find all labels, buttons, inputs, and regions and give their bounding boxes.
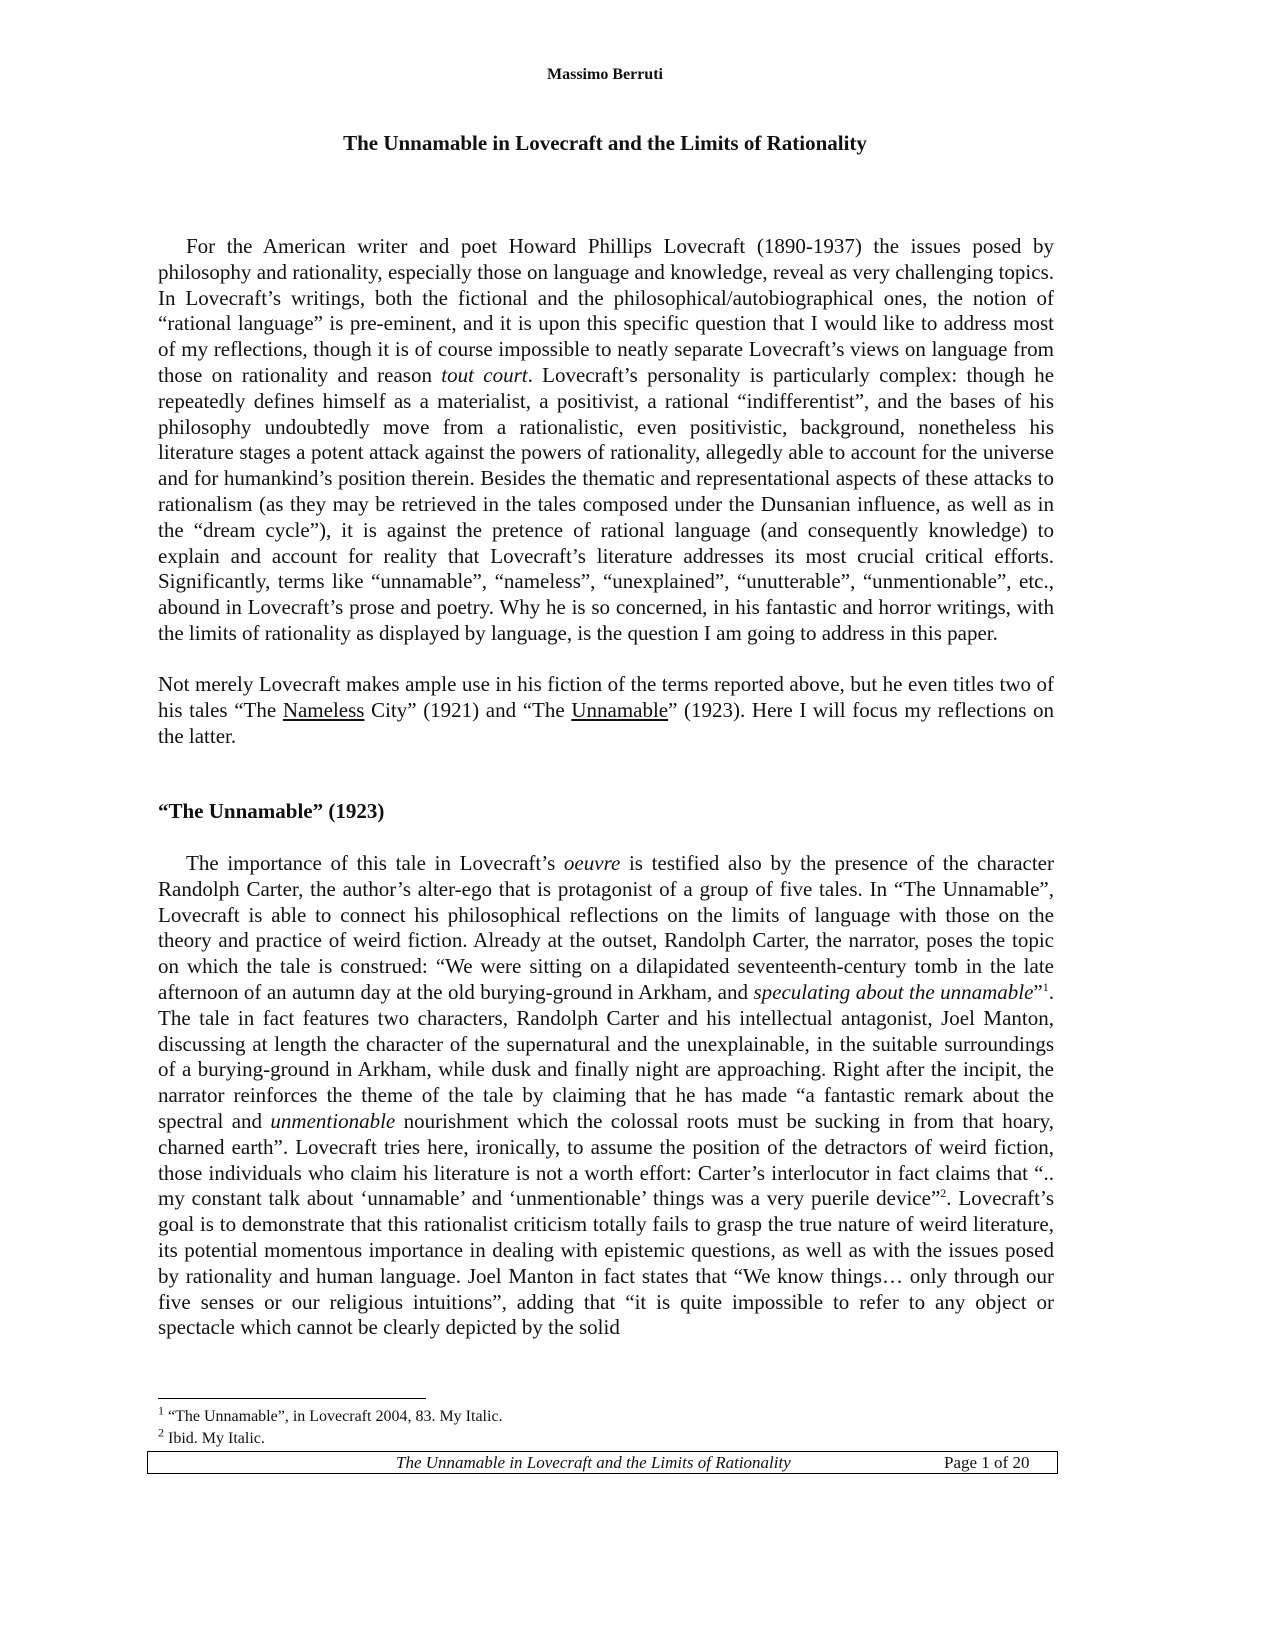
footnote-reference: 1 bbox=[1042, 979, 1049, 994]
underlined-text: Unnamable bbox=[571, 697, 669, 722]
text-run: For the American writer and poet Howard Phillips Lovecraft (1890-1937) the issues posed by philosophy and rationality, especially those on language and knowledge, reveal as very challenging topics. In Lovecraft’s writings, both the fictional and the philosophical/autobiographical ones, the notion of “rational language” is pre-eminent, and it is upon this specific question that I would like to address most of my reflections, though it is of course impossible to neatly separate Lovecraft’s views on language from those on rationality and reason bbox=[158, 234, 1054, 387]
footnote-1 bbox=[158, 1403, 503, 1426]
footnote-2 bbox=[158, 1425, 265, 1448]
paper-title: The Unnamable in Lovecraft and the Limits of Rationality bbox=[343, 131, 867, 155]
text-run: . Lovecraft’s personality is particularly complex: though he repeatedly defines himself as a materialist, a positivist, a rational “indifferentist”, and the bases of his philosophy undoubtedly move from a rationalistic, even positivistic, background, nonetheless his literature stages a potent attack against the powers of rationality, allegedly able to account for the universe and for humankind’s position therein. Besides the thematic and representational aspects of these attacks to rationalism (as they may be retrieved in the tales composed under the Dunsanian influence, as well as in the “dream cycle”), it is against the pretence of rational language (and consequently knowledge) to explain and account for reality that Lovecraft’s literature addresses its most crucial critical efforts. Significantly, terms like “unnamable”, “nameless”, “unexplained”, “unutterable”, “unmentionable”, etc., abound in Lovecraft’s prose and poetry. Why he is so concerned, in his fantastic and horror writings, with the limits of rationality as displayed by language, is the question I am going to address in this paper. bbox=[158, 362, 1055, 645]
section-heading: “The Unnamable” (1923) bbox=[158, 799, 385, 823]
paragraph-intro bbox=[158, 234, 1054, 647]
paragraph-intro-continued bbox=[158, 672, 1054, 749]
page-number: Page 1 of 20 bbox=[944, 1453, 1030, 1472]
author-name: Massimo Berruti bbox=[547, 66, 663, 83]
footnote-divider bbox=[158, 1398, 426, 1399]
italic-text: speculating about the unnamable bbox=[753, 979, 1034, 1004]
text-run: . The tale in fact features two characters, Randolph Carter and his intellectual antagonist, Joel Manton, discussing at length the character of the supernatural and the unexplainable, in the suitable surroundings of a burying-ground in Arkham, while dusk and finally night are approaching. Right after the incipit, the narrator reinforces the theme of the tale by claiming that he has made “a fantastic remark about the spectral and bbox=[158, 979, 1054, 1133]
italic-text: oeuvre bbox=[563, 851, 621, 875]
footnote-text: Ibid. My Italic. bbox=[164, 1430, 265, 1447]
underlined-text: Nameless bbox=[282, 697, 365, 722]
page-footer bbox=[147, 1451, 1058, 1474]
text-run: Not merely Lovecraft makes ample use in his fiction of the terms reported above, but he even titles two of his tales “The bbox=[158, 672, 1054, 722]
text-run: is testified also by the presence of the character Randolph Carter, the author’s alter-ego that is protagonist of a group of five tales. In “The Unnamable”, Lovecraft is able to connect his philosophical reflections on the limits of language with those on the theory and practice of weird fiction. Already at the outset, Randolph Carter, the narrator, poses the topic on which the tale is construed: “We were sitting on a dilapidated seventeenth-century tomb in the late afternoon of an autumn day at the old burying-ground in Arkham, and bbox=[158, 851, 1054, 1004]
text-run: . Lovecraft’s goal is to demonstrate that this rationalist criticism totally fails to grasp the true nature of weird literature, its potential momentous importance in dealing with epistemic questions, as well as with the issues posed by rationality and human language. Joel Manton in fact states that “We know things… only through our five senses or our religious intuitions”, adding that “it is quite impossible to refer to any object or spectacle which cannot be clearly depicted by the solid bbox=[158, 1186, 1054, 1340]
footnote-number: 1 bbox=[158, 1403, 164, 1418]
footnote-reference: 2 bbox=[940, 1186, 947, 1201]
footer-title: The Unnamable in Lovecraft and the Limits of Rationality bbox=[396, 1453, 791, 1472]
italic-text: unmentionable bbox=[270, 1108, 396, 1133]
text-run: City” (1921) and “The bbox=[364, 697, 572, 722]
text-run: ” bbox=[1033, 979, 1043, 1004]
footnote-number: 2 bbox=[158, 1425, 164, 1440]
text-run: The importance of this tale in Lovecraft’s bbox=[186, 851, 564, 875]
footnote-text: “The Unnamable”, in Lovecraft 2004, 83. My Italic. bbox=[164, 1408, 503, 1425]
text-run: ” (1923). Here I will focus my reflections on the latter. bbox=[158, 697, 1055, 748]
paragraph-unnamable bbox=[158, 851, 1054, 1341]
italic-text: tout court bbox=[441, 362, 528, 387]
text-run: nourishment which the colossal roots must be sucking in from that hoary, charned earth”. Lovecraft tries here, ironically, to assume the position of the detractors of weird fiction, those individuals who claim his literature is not a worth effort: Carter’s interlocutor in fact claims that “.. my constant talk about ‘unnamable’ and ‘unmentionable’ things was a very puerile device” bbox=[158, 1108, 1054, 1211]
